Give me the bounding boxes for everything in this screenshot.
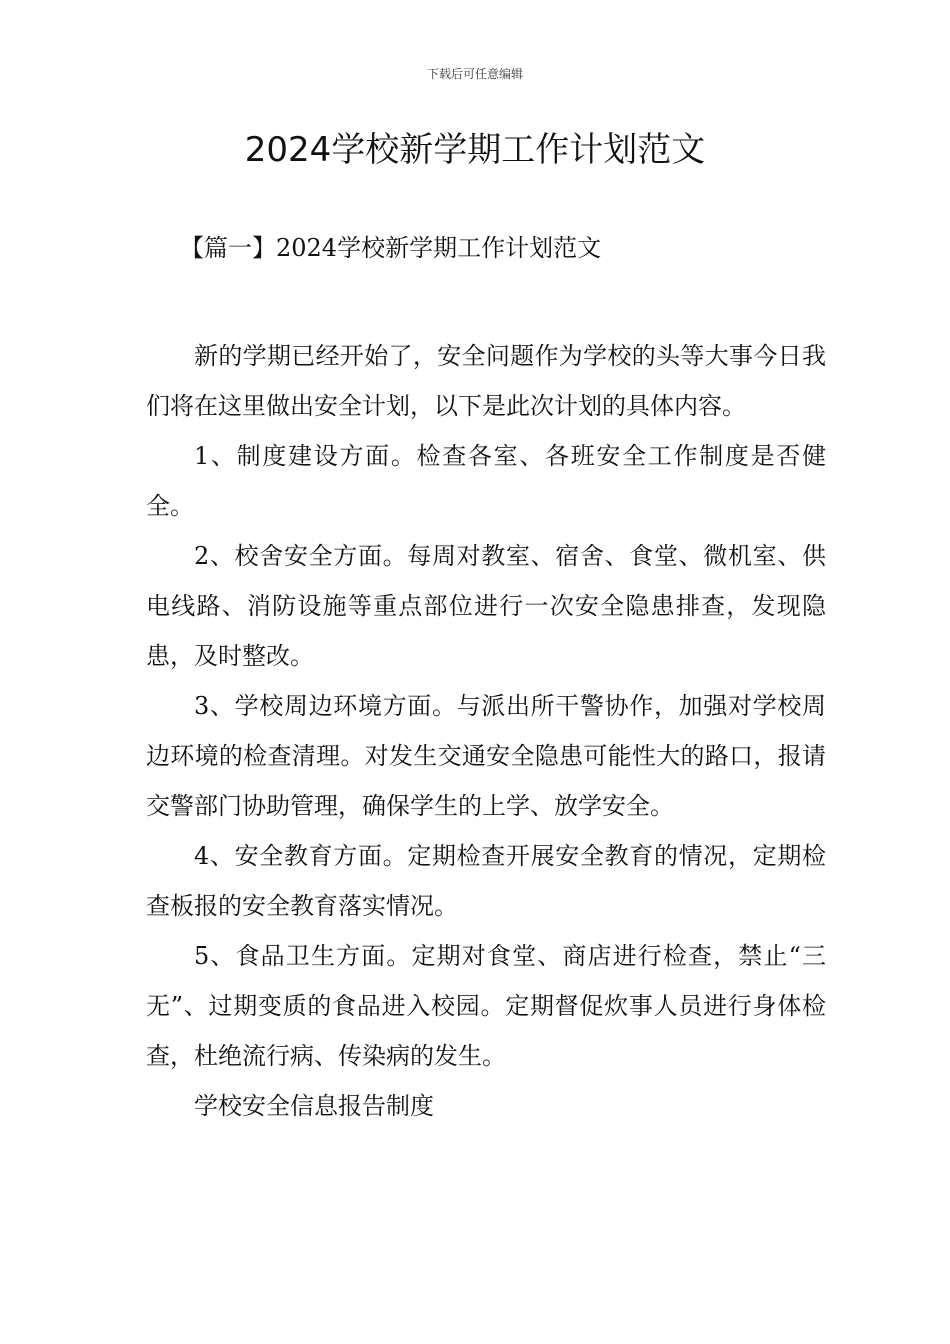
paragraph-item-5: 5、食品卫生方面。定期对食堂、商店进行检查，禁止“三无”、过期变质的食品进入校园。定期督促炊事人员进行身体检查，杜绝流行病、传染病的发生。 — [146, 942, 826, 1070]
paragraph-item-1: 1、制度建设方面。检查各室、各班安全工作制度是否健全。 — [146, 442, 826, 520]
document-title: 2024学校新学期工作计划范文 — [244, 130, 706, 170]
paragraph-item-3: 3、学校周边环境方面。与派出所干警协作，加强对学校周边环境的检查清理。对发生交通安全隐患可能性大的路口，报请交警部门协助管理，确保学生的上学、放学安全。 — [146, 692, 826, 820]
header-note: 下载后可任意编辑 — [426, 67, 523, 81]
paragraph-intro: 新的学期已经开始了，安全问题作为学校的头等大事今日我们将在这里做出安全计划，以下是此次计划的具体内容。 — [146, 342, 826, 420]
paragraph-subheading: 学校安全信息报告制度 — [194, 1092, 434, 1120]
section-heading: 【篇一】2024学校新学期工作计划范文 — [180, 234, 602, 262]
paragraph-item-2: 2、校舍安全方面。每周对教室、宿舍、食堂、微机室、供电线路、消防设施等重点部位进行一次安全隐患排查，发现隐患，及时整改。 — [146, 542, 826, 670]
paragraph-item-4: 4、安全教育方面。定期检查开展安全教育的情况，定期检查板报的安全教育落实情况。 — [146, 842, 826, 920]
document-body — [146, 331, 826, 1131]
